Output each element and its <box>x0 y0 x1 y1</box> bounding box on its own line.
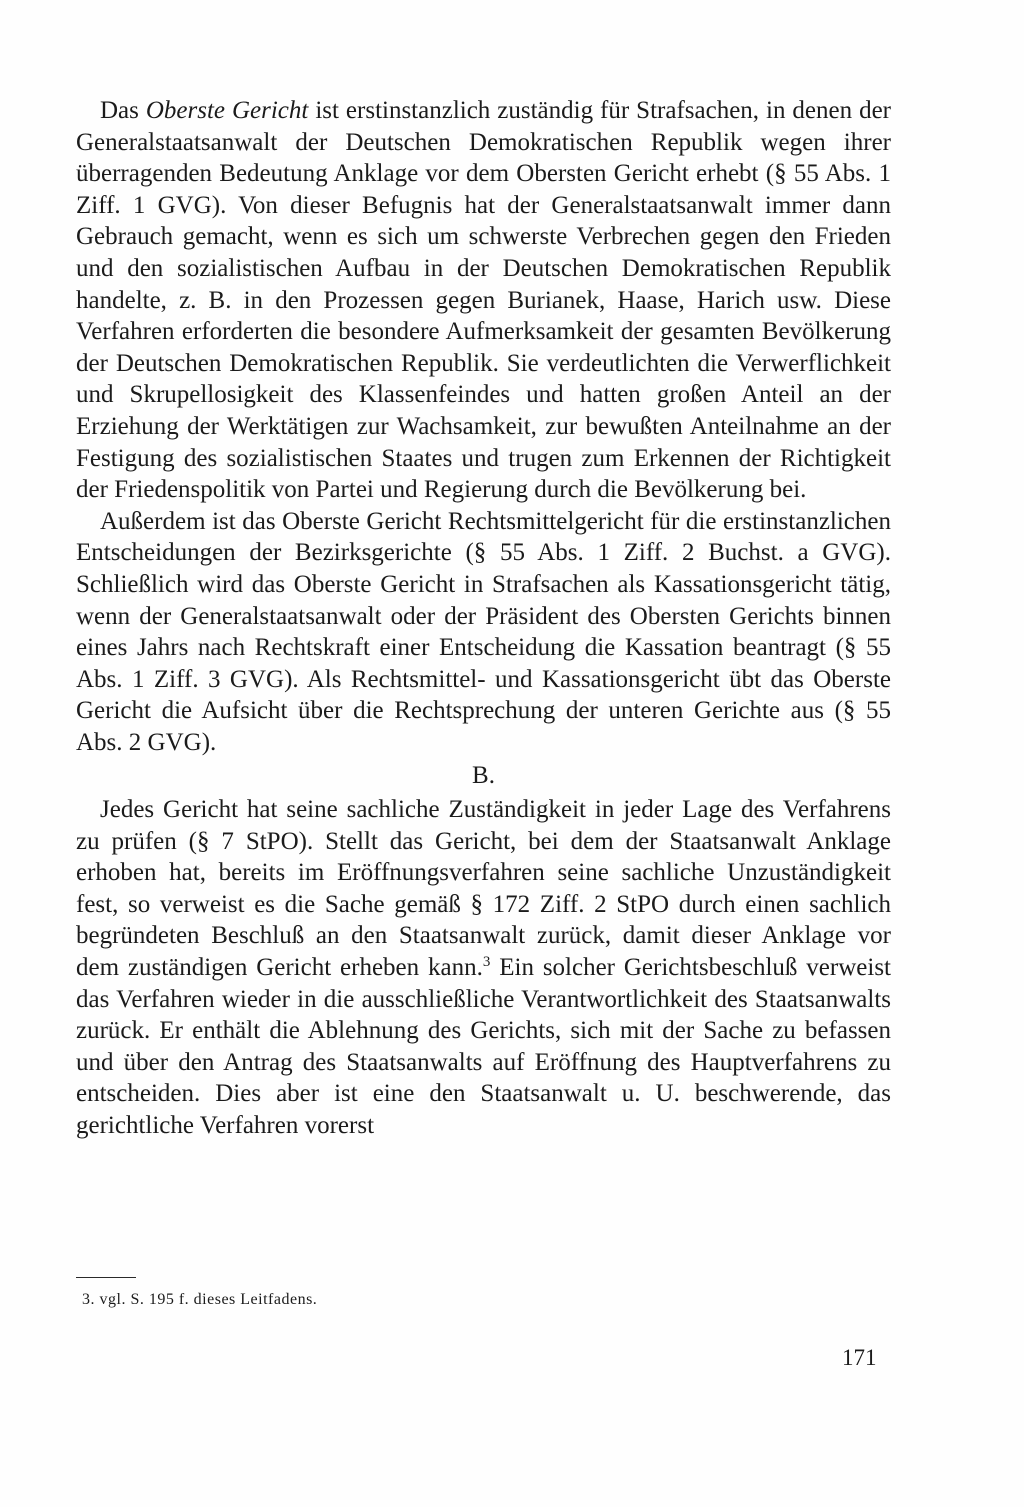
paragraph-body: Außerdem ist das Oberste Gericht Rechtsmittelgericht für die erstinstanzlichen Entscheidungen der Bezirksgerichte (§ 55 Abs. 1 Ziff. 2 Buchst. a GVG). Schließlich wird das Oberste Gericht in Strafsachen als Kassationsgericht tätig, wenn der Generalstaatsanwalt oder der Präsident des Obersten Gerichts binnen eines Jahrs nach Rechtskraft einer Entscheidung die Kassation beantragt (§ 55 Abs. 1 Ziff. 3 GVG). Als Rechtsmittel- und Kassationsgericht übt das Oberste Gericht die Aufsicht über die Rechtsprechung der unteren Gerichte aus (§ 55 Abs. 2 GVG). <box>76 507 891 756</box>
page-number: 171 <box>842 1345 877 1370</box>
paragraph-body-continued: Ein solcher Gerichtsbeschluß verweist das Verfahren wieder in die ausschließliche Verantwortlichkeit des Staatsanwalts zurück. Er enthält die Ablehnung des Gerichts, sich mit der Sache zu befassen und über den Antrag des Staatsanwalts auf Eröffnung des Hauptverfahrens zu entscheiden. Dies aber ist eine den Staatsanwalt u. U. beschwerende, das gerichtliche Verfahren vorerst <box>76 954 891 1139</box>
footnote-reference: 3 <box>482 954 491 971</box>
paragraph-oberste-gericht <box>76 95 891 506</box>
italic-term: Oberste Gericht <box>145 97 309 124</box>
paragraph-body: Jedes Gericht hat seine sachliche Zuständigkeit in jeder Lage des Verfahrens zu prüfen (§ 7 StPO). Stellt das Gericht, bei dem der Staatsanwalt Anklage erhoben hat, bereits im Eröffnungsverfahren seine sachliche Unzuständigkeit fest, so verweist es die Sache gemäß § 172 Ziff. 2 StPO durch einen sachlich begründeten Beschluß an den Staatsanwalt zurück, damit dieser Anklage vor dem zuständigen Gericht erheben kann. <box>76 796 891 982</box>
footnote-text: 3. vgl. S. 195 f. dieses Leitfadens. <box>82 1291 318 1308</box>
paragraph-body: ist erstinstanzlich zuständig für Strafsachen, in denen der Generalstaatsanwalt der Deutschen Demokratischen Republik wegen ihrer überragenden Bedeutung Anklage vor dem Obersten Gericht erhebt (§ 55 Abs. 1 Ziff. 1 GVG). Von dieser Befugnis hat der Generalstaatsanwalt immer dann Gebrauch gemacht, wenn es sich um schwerste Verbrechen gegen den Frieden und den sozialistischen Aufbau in der Deutschen Demokratischen Republik handelte, z. B. in den Prozessen gegen Burianek, Haase, Harich usw. Diese Verfahren erforderten die besondere Aufmerksamkeit der gesamten Bevölkerung der Deutschen Demokratischen Republik. Sie verdeutlichten die Verwerflichkeit und Skrupellosigkeit des Klassenfeindes und hatten großen Anteil an der Erziehung der Werktätigen zur Wachsamkeit, zur bewußten Anteilnahme an der Festigung des sozialistischen Staates und trugen zum Erkennen der Richtigkeit der Friedenspolitik von Partei und Regierung durch die Bevölkerung bei. <box>76 97 892 504</box>
section-heading: B. <box>472 762 495 790</box>
paragraph-rechtsmittelgericht <box>76 506 891 759</box>
paragraph-lead: Das <box>100 97 146 124</box>
paragraph-zustaendigkeit <box>76 794 891 1142</box>
body-text <box>76 95 891 1142</box>
footnote-divider <box>76 1277 136 1278</box>
